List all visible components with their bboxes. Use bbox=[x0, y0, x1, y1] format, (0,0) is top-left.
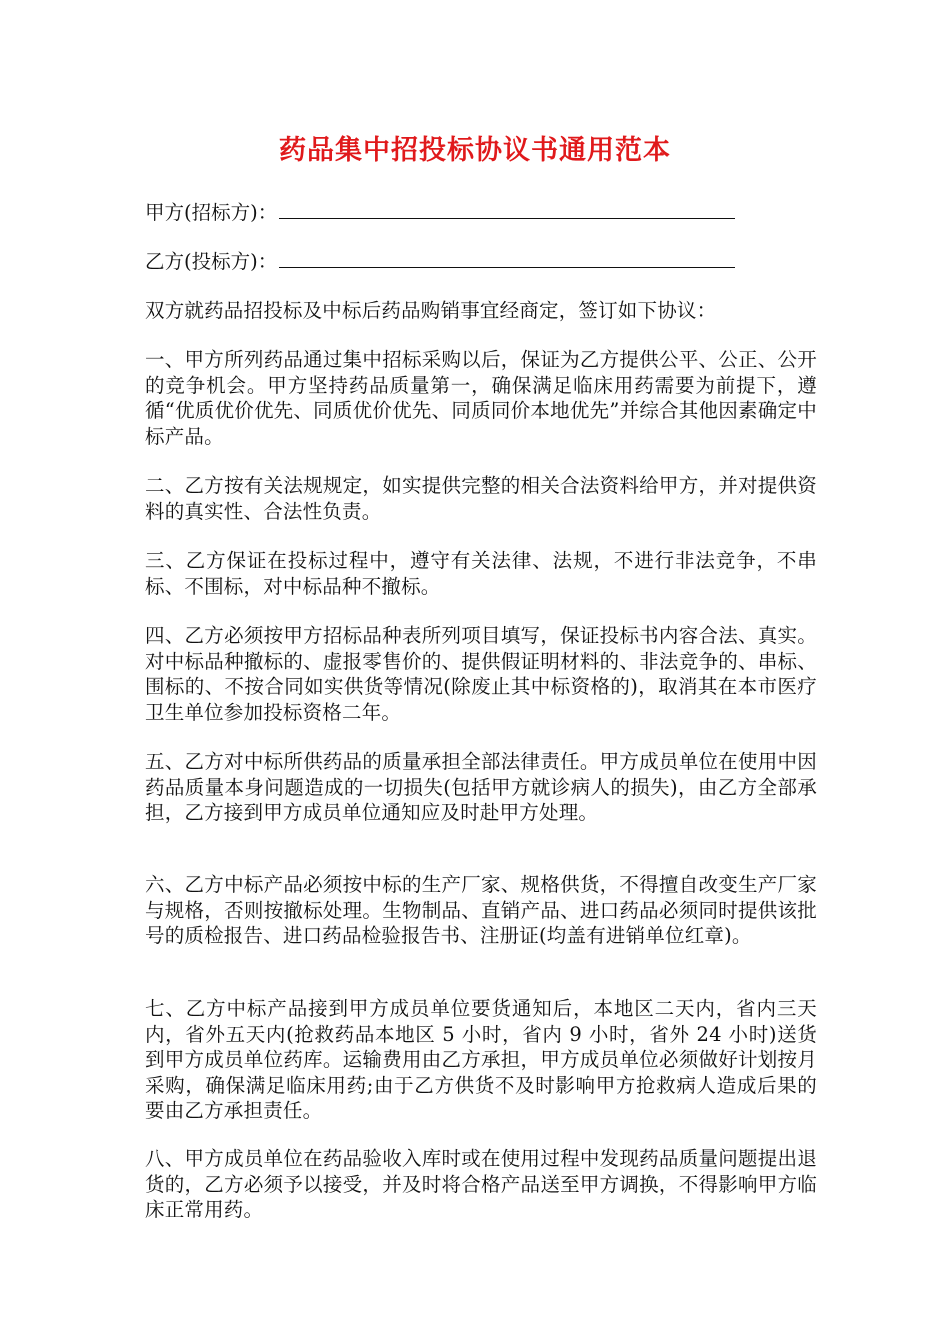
clause-1: 一、甲方所列药品通过集中招标采购以后，保证为乙方提供公平、公正、公开的竞争机会。甲方坚持药品质量第一，确保满足临床用药需要为前提下，遵循“优质优价优先、同质优价优先、同质同价本地优先”并综合其他因素确定中标产品。 bbox=[145, 348, 817, 448]
party-a-blank bbox=[279, 200, 735, 219]
document-title: 药品集中招投标协议书通用范本 bbox=[279, 135, 671, 166]
clause-3: 三、乙方保证在投标过程中，遵守有关法律、法规，不进行非法竞争，不串标、不围标，对中标品种不撤标。 bbox=[145, 549, 817, 598]
clause-6: 六、乙方中标产品必须按中标的生产厂家、规格供货，不得擅自改变生产厂家与规格，否则按撤标处理。生物制品、直销产品、进口药品必须同时提供该批号的质检报告、进口药品检验报告书、注册证(均盖有进销单位红章)。 bbox=[145, 873, 817, 947]
clause-5: 五、乙方对中标所供药品的质量承担全部法律责任。甲方成员单位在使用中因药品质量本身问题造成的一切损失(包括甲方就诊病人的损失)，由乙方全部承担，乙方接到甲方成员单位通知应及时赴甲方处理。 bbox=[145, 750, 817, 824]
party-a-line bbox=[145, 200, 735, 226]
clause-2: 二、乙方按有关法规规定，如实提供完整的相关合法资料给甲方，并对提供资料的真实性、合法性负责。 bbox=[145, 474, 817, 523]
clause-4: 四、乙方必须按甲方招标品种表所列项目填写，保证投标书内容合法、真实。对中标品种撤标的、虚报零售价的、提供假证明材料的、非法竞争的、串标、围标的、不按合同如实供货等情况(除废止其中标资格的)，取消其在本市医疗卫生单位参加投标资格二年。 bbox=[145, 624, 817, 724]
party-b-blank bbox=[279, 249, 735, 268]
party-b-line bbox=[145, 249, 735, 275]
intro-paragraph: 双方就药品招投标及中标后药品购销事宜经商定，签订如下协议： bbox=[145, 299, 717, 322]
clause-7: 七、乙方中标产品接到甲方成员单位要货通知后，本地区二天内，省内三天内，省外五天内(抢救药品本地区 5 小时，省内 9 小时，省外 24 小时)送货到甲方成员单位药库。运输费用由乙方承担，甲方成员单位必须做好计划按月采购，确保满足临床用药;由于乙方供货不及时影响甲方抢救病人造成后果的要由乙方承担责任。 bbox=[145, 997, 817, 1122]
party-b-label: 乙方(投标方)： bbox=[145, 250, 278, 273]
party-a-label: 甲方(招标方)： bbox=[145, 201, 278, 224]
clause-8: 八、甲方成员单位在药品验收入库时或在使用过程中发现药品质量问题提出退货的，乙方必须予以接受，并及时将合格产品送至甲方调换，不得影响甲方临床正常用药。 bbox=[145, 1147, 817, 1221]
